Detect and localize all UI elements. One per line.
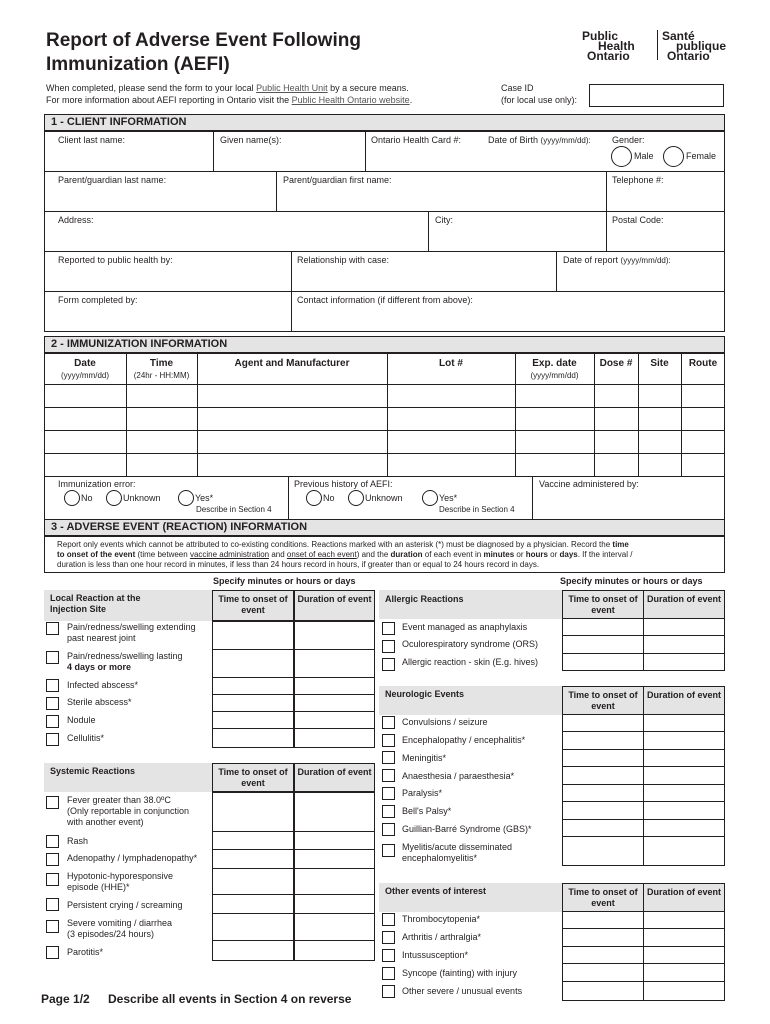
neuro-time-input[interactable] [562, 784, 644, 802]
systemic-time-input[interactable] [212, 792, 294, 832]
local-pain-4days-l1: Pain/redness/swelling lasting [67, 651, 183, 661]
neuro-checkbox-gbs[interactable] [382, 823, 395, 836]
neuro-time-input[interactable] [562, 749, 644, 767]
allergic-checkbox-ors[interactable] [382, 640, 395, 653]
other-time-input[interactable] [562, 911, 644, 929]
local-reaction-title-2: Injection Site [50, 604, 107, 614]
systemic-time-input[interactable] [212, 940, 294, 961]
telephone-label: Telephone #: [612, 175, 664, 185]
other-checkbox-thrombocytopenia[interactable] [382, 913, 395, 926]
dob-label: Date of Birth (yyyy/mm/dd): [488, 135, 591, 145]
other-time-input[interactable] [562, 946, 644, 964]
prev-history-no-label: No [323, 493, 335, 503]
col-exp-header: Exp. date [532, 358, 577, 369]
systemic-title: Systemic Reactions [50, 766, 136, 776]
ontario-logo: Public Health Ontario Santé publique Ontario [582, 29, 726, 63]
other-duration-input[interactable] [643, 928, 725, 947]
local-sterile-abscess: Sterile abscess* [67, 697, 132, 707]
gender-female-label: Female [686, 151, 717, 161]
address-label: Address: [58, 215, 94, 225]
systemic-duration-input[interactable] [294, 913, 375, 941]
systemic-fever-l2: (Only reportable in conjunction [67, 806, 190, 816]
prev-history-describe: Describe in Section 4 [439, 505, 515, 514]
col-time-header: Time [149, 358, 174, 369]
parent-last-name-label: Parent/guardian last name: [58, 175, 167, 185]
public-health-unit-link[interactable]: Public Health Unit [256, 83, 328, 93]
other-duration-header: Duration of event [643, 883, 725, 912]
given-names-input[interactable] [213, 131, 365, 171]
systemic-crying: Persistent crying / screaming [67, 900, 183, 910]
local-time-input[interactable] [212, 677, 294, 695]
local-checkbox-nodule[interactable] [46, 715, 59, 728]
systemic-time-input[interactable] [212, 849, 294, 869]
systemic-checkbox-parotitis[interactable] [46, 946, 59, 959]
neuro-encephalopathy: Encephalopathy / encephalitis* [402, 735, 526, 745]
neuro-time-input[interactable] [562, 801, 644, 820]
systemic-hhe-l2: episode (HHE)* [67, 882, 130, 892]
prev-history-label: Previous history of AEFI: [294, 479, 393, 489]
gender-female-radio[interactable] [663, 146, 684, 167]
systemic-vomiting-l1: Severe vomiting / diarrhea [67, 918, 173, 928]
gender-male-label: Male [634, 151, 654, 161]
neuro-checkbox-anaesthesia[interactable] [382, 769, 395, 782]
neuro-myelitis-l2: encephalomyelitis* [402, 853, 478, 863]
case-id-sub: (for local use only): [501, 95, 578, 105]
form-title-line1: Report of Adverse Event Following [46, 30, 361, 51]
case-id-input[interactable] [589, 84, 724, 107]
other-time-input[interactable] [562, 928, 644, 947]
footer-instruction: Describe all events in Section 4 on reverse [108, 992, 352, 1006]
col-route-header: Route [688, 358, 718, 369]
local-checkbox-infected-abscess[interactable] [46, 679, 59, 692]
allergic-checkbox-anaphylaxis[interactable] [382, 622, 395, 635]
prev-history-no-radio[interactable] [306, 490, 322, 506]
systemic-checkbox-vomiting[interactable] [46, 920, 59, 933]
health-card-label: Ontario Health Card #: [371, 135, 462, 145]
other-duration-input[interactable] [643, 963, 725, 982]
systemic-time-input[interactable] [212, 913, 294, 941]
local-duration-input[interactable] [294, 728, 375, 748]
section2-header: 2 - IMMUNIZATION INFORMATION [44, 336, 725, 353]
neuro-checkbox-convulsions[interactable] [382, 716, 395, 729]
neuro-checkbox-bells-palsy[interactable] [382, 805, 395, 818]
local-time-input[interactable] [212, 694, 294, 712]
systemic-checkbox-rash[interactable] [46, 835, 59, 848]
allergic-title: Allergic Reactions [385, 594, 464, 604]
systemic-time-input[interactable] [212, 831, 294, 850]
neuro-time-input[interactable] [562, 836, 644, 866]
other-time-input[interactable] [562, 963, 644, 982]
given-names-label: Given name(s): [220, 135, 282, 145]
neuro-gbs: Guillian-Barré Syndrome (GBS)* [402, 824, 532, 834]
page-number: Page 1/2 [41, 992, 90, 1006]
systemic-time-onset-header: Time to onset of event [212, 763, 294, 792]
systemic-fever-l1: Fever greater than 38.0ºC [67, 795, 171, 805]
allergic-duration-input[interactable] [643, 618, 725, 636]
col-time-sub: (24hr - HH:MM) [133, 371, 190, 380]
neuro-duration-input[interactable] [643, 836, 725, 866]
local-time-input[interactable] [212, 728, 294, 748]
allergic-time-input[interactable] [562, 618, 644, 636]
neuro-bells-palsy: Bell's Palsy* [402, 806, 452, 816]
neuro-time-input[interactable] [562, 766, 644, 785]
allergic-duration-header: Duration of event [643, 590, 725, 619]
local-duration-input[interactable] [294, 649, 375, 678]
systemic-duration-input[interactable] [294, 849, 375, 869]
neuro-checkbox-myelitis[interactable] [382, 844, 395, 857]
other-thrombocytopenia: Thrombocytopenia* [402, 914, 481, 924]
col-date-header: Date [74, 358, 96, 369]
imm-error-yes-label: Yes* [195, 493, 214, 503]
other-title: Other events of interest [385, 886, 487, 896]
neuro-time-input[interactable] [562, 714, 644, 732]
local-duration-input[interactable] [294, 621, 375, 650]
allergic-duration-input[interactable] [643, 653, 725, 671]
prev-history-yes-radio[interactable] [422, 490, 438, 506]
local-time-input[interactable] [212, 649, 294, 678]
note-line2: to onset of the event (time between vaccine administration and onset of each event) and the duration of each event in minutes or hours or days. If the interval / [57, 550, 633, 559]
local-checkbox-cellulitis[interactable] [46, 733, 59, 746]
neuro-title: Neurologic Events [385, 689, 465, 699]
systemic-rash: Rash [67, 836, 89, 846]
postal-code-label: Postal Code: [612, 215, 664, 225]
imm-error-describe: Describe in Section 4 [196, 505, 272, 514]
client-last-name-label: Client last name: [58, 135, 126, 145]
local-nodule: Nodule [67, 715, 96, 725]
intro-line1: When completed, please send the form to your local Public Health Unit by a secure means. [46, 83, 409, 93]
contact-info-label: Contact information (if different from above): [297, 295, 473, 305]
relationship-label: Relationship with case: [297, 255, 390, 265]
prev-history-unknown-radio[interactable] [348, 490, 364, 506]
local-pain-joint-l1: Pain/redness/swelling extending [67, 622, 196, 632]
neuro-checkbox-paralysis[interactable] [382, 787, 395, 800]
other-checkbox-intussusception[interactable] [382, 949, 395, 962]
neuro-duration-input[interactable] [643, 784, 725, 802]
client-last-name-input[interactable] [44, 131, 213, 171]
systemic-duration-header: Duration of event [294, 763, 375, 792]
neuro-duration-input[interactable] [643, 731, 725, 750]
neuro-duration-header: Duration of event [643, 686, 725, 715]
neuro-time-input[interactable] [562, 819, 644, 837]
other-syncope: Syncope (fainting) with injury [402, 968, 518, 978]
allergic-checkbox-skin[interactable] [382, 658, 395, 671]
specify-left: Specify minutes or hours or days [213, 576, 356, 586]
local-pain-4days-l2: 4 days or more [67, 662, 132, 672]
specify-right: Specify minutes or hours or days [560, 576, 703, 586]
systemic-duration-input[interactable] [294, 940, 375, 961]
systemic-parotitis: Parotitis* [67, 947, 104, 957]
systemic-vomiting-l2: (3 episodes/24 hours) [67, 929, 155, 939]
city-label: City: [435, 215, 453, 225]
neuro-convulsions: Convulsions / seizure [402, 717, 488, 727]
imm-error-yes-radio[interactable] [178, 490, 194, 506]
allergic-duration-input[interactable] [643, 635, 725, 654]
neuro-time-onset-header: Time to onset of event [562, 686, 644, 715]
allergic-ors: Oculorespiratory syndrome (ORS) [402, 639, 539, 649]
local-checkbox-sterile-abscess[interactable] [46, 697, 59, 710]
imm-error-label: Immunization error: [58, 479, 136, 489]
gender-male-radio[interactable] [611, 146, 632, 167]
neuro-duration-input[interactable] [643, 749, 725, 767]
form-completed-by-label: Form completed by: [58, 295, 138, 305]
neuro-myelitis-l1: Myelitis/acute disseminated [402, 842, 513, 852]
local-time-input[interactable] [212, 621, 294, 650]
section1-header: 1 - CLIENT INFORMATION [44, 114, 725, 131]
date-of-report-label: Date of report (yyyy/mm/dd): [563, 255, 671, 265]
col-date-sub: (yyyy/mm/dd) [61, 371, 109, 380]
allergic-skin: Allergic reaction - skin (E.g. hives) [402, 657, 539, 667]
systemic-hhe-l1: Hypotonic-hyporesponsive [67, 871, 174, 881]
systemic-checkbox-fever[interactable] [46, 796, 59, 809]
other-severe-unusual: Other severe / unusual events [402, 986, 523, 996]
local-checkbox-pain-4days[interactable] [46, 651, 59, 664]
systemic-checkbox-adenopathy[interactable] [46, 853, 59, 866]
gender-label: Gender: [612, 135, 645, 145]
local-duration-header: Duration of event [294, 590, 375, 621]
col-agent-header: Agent and Manufacturer [234, 358, 350, 369]
other-checkbox-syncope[interactable] [382, 967, 395, 980]
neuro-duration-input[interactable] [643, 766, 725, 785]
pho-website-link[interactable]: Public Health Ontario website [291, 95, 410, 105]
intro-line2: For more information about AEFI reporting in Ontario visit the Public Health Ontario website. [46, 95, 413, 105]
allergic-time-onset-header: Time to onset of event [562, 590, 644, 619]
allergic-time-input[interactable] [562, 635, 644, 654]
col-lot-header: Lot # [439, 358, 463, 369]
local-infected-abscess: Infected abscess* [67, 680, 139, 690]
systemic-duration-input[interactable] [294, 894, 375, 914]
reported-by-label: Reported to public health by: [58, 255, 173, 265]
case-id-label: Case ID [501, 83, 534, 93]
section3-header: 3 - ADVERSE EVENT (REACTION) INFORMATION [44, 519, 725, 536]
other-duration-input[interactable] [643, 911, 725, 929]
neuro-duration-input[interactable] [643, 801, 725, 820]
imm-error-no-label: No [81, 493, 93, 503]
local-duration-input[interactable] [294, 694, 375, 712]
neuro-checkbox-encephalopathy[interactable] [382, 734, 395, 747]
neuro-duration-input[interactable] [643, 714, 725, 732]
neuro-duration-input[interactable] [643, 819, 725, 837]
local-reaction-title-1: Local Reaction at the [50, 593, 141, 603]
other-duration-input[interactable] [643, 981, 725, 1001]
local-cellulitis: Cellulitis* [67, 733, 105, 743]
allergic-anaphylaxis: Event managed as anaphylaxis [402, 622, 528, 632]
other-time-onset-header: Time to onset of event [562, 883, 644, 912]
prev-history-yes-label: Yes* [439, 493, 458, 503]
parent-first-name-label: Parent/guardian first name: [283, 175, 392, 185]
note-line1: Report only events which cannot be attributed to co-existing conditions. Reactions marked with an asterisk (*) must be diagnosed by a physician. Record the time [57, 540, 629, 549]
neuro-time-input[interactable] [562, 731, 644, 750]
note-line3: duration is less than one hour record in minutes, if less than 24 hours record in hours, if greater than or equal to 24 hours record in days. [57, 560, 540, 569]
local-pain-joint-l2: past nearest joint [67, 633, 136, 643]
local-checkbox-pain-joint[interactable] [46, 622, 59, 635]
other-checkbox-severe-unusual[interactable] [382, 985, 395, 998]
neuro-meningitis: Meningitis* [402, 753, 447, 763]
imm-error-unknown-label: Unknown [123, 493, 161, 503]
col-exp-sub: (yyyy/mm/dd) [530, 371, 579, 380]
neuro-anaesthesia: Anaesthesia / paraesthesia* [402, 771, 515, 781]
systemic-adenopathy: Adenopathy / lymphadenopathy* [67, 853, 198, 863]
imm-error-no-radio[interactable] [64, 490, 80, 506]
other-intussusception: Intussusception* [402, 950, 469, 960]
systemic-time-input[interactable] [212, 868, 294, 895]
vaccine-admin-label: Vaccine administered by: [539, 479, 639, 489]
allergic-time-input[interactable] [562, 653, 644, 671]
neuro-paralysis: Paralysis* [402, 788, 443, 798]
form-title-line2: Immunization (AEFI) [46, 54, 230, 75]
other-duration-input[interactable] [643, 946, 725, 964]
local-time-onset-header: Time to onset of event [212, 590, 294, 621]
systemic-duration-input[interactable] [294, 868, 375, 895]
systemic-time-input[interactable] [212, 894, 294, 914]
prev-history-unknown-label: Unknown [365, 493, 403, 503]
col-dose-header: Dose # [599, 358, 633, 369]
local-duration-input[interactable] [294, 711, 375, 729]
systemic-checkbox-hhe[interactable] [46, 873, 59, 886]
systemic-duration-input[interactable] [294, 831, 375, 850]
neuro-checkbox-meningitis[interactable] [382, 751, 395, 764]
local-time-input[interactable] [212, 711, 294, 729]
systemic-checkbox-crying[interactable] [46, 898, 59, 911]
col-site-header: Site [650, 358, 669, 369]
local-duration-input[interactable] [294, 677, 375, 695]
other-checkbox-arthritis[interactable] [382, 931, 395, 944]
other-arthritis: Arthritis / arthralgia* [402, 932, 482, 942]
imm-error-unknown-radio[interactable] [106, 490, 122, 506]
systemic-fever-l3: with another event) [67, 817, 144, 827]
other-time-input[interactable] [562, 981, 644, 1001]
systemic-duration-input[interactable] [294, 792, 375, 832]
